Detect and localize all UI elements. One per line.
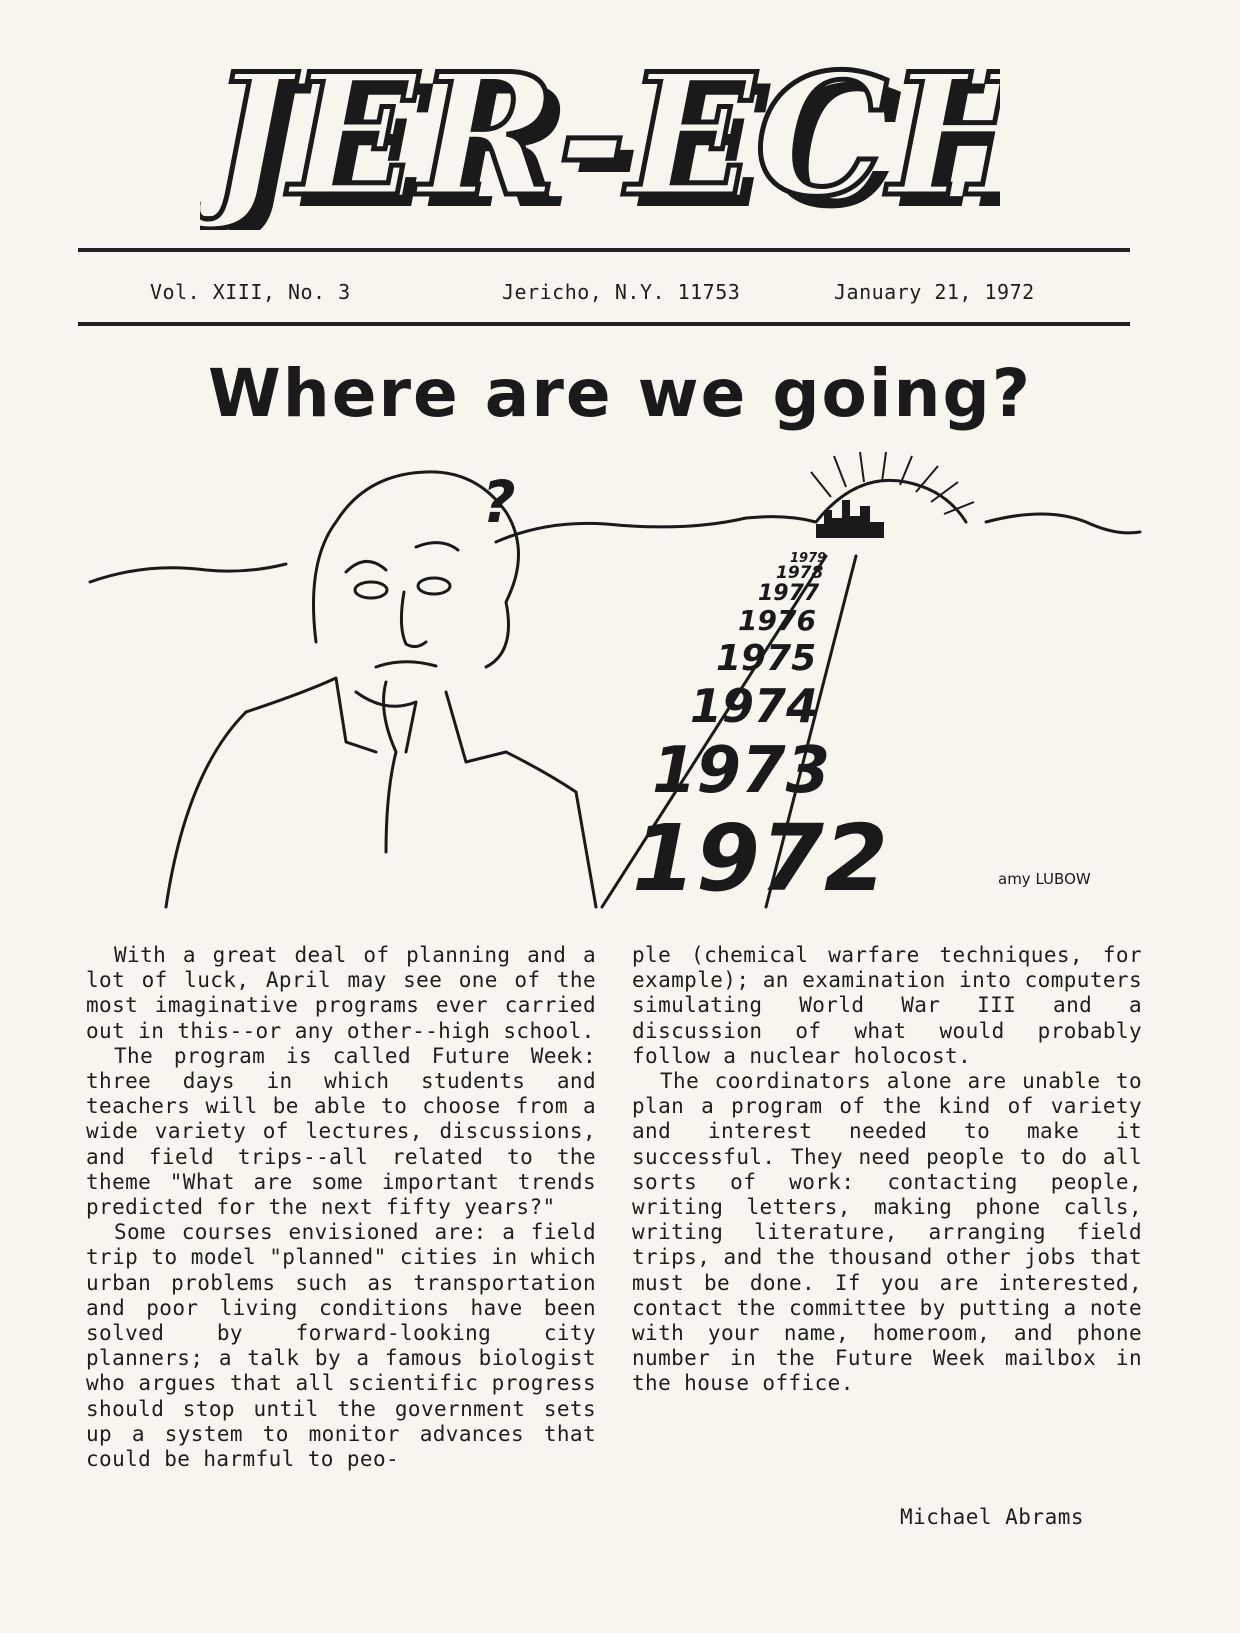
road-year: 1979: [790, 551, 827, 566]
road-year: 1973: [652, 734, 831, 808]
article-paragraph: Some courses envisioned are: a field trip to model "planned" cities in which urban problems such as transportation and poor living conditions have been solved by forward-looking city planners; a talk by a famous biologist who argues that all scientific progress should stop until the government sets up a system to monitor advances that could be harmful to peo-: [86, 1220, 596, 1472]
mouth: [376, 662, 436, 667]
horizon-left: [90, 564, 286, 582]
road-year: 1977: [758, 581, 820, 606]
brows: [346, 543, 458, 572]
road-year: 1978: [776, 563, 824, 583]
sun-rays: [811, 452, 974, 514]
illustration-drawing: [86, 452, 1144, 912]
nose: [401, 592, 426, 647]
author-byline: Michael Abrams: [900, 1505, 1085, 1529]
road-year: 1976: [738, 604, 816, 637]
left-shoulder: [166, 712, 246, 907]
question-mark-icon: ?: [482, 468, 516, 536]
bottom-rule: [78, 322, 1130, 326]
road-year: 1972: [632, 805, 889, 912]
left-eye: [355, 582, 387, 598]
top-rule: [78, 248, 1130, 252]
artist-signature: amy LUBOW: [998, 870, 1091, 888]
sun-arc: [816, 480, 966, 522]
article-paragraph: The coordinators alone are unable to plan a program of the kind of variety and interest needed to make it successful. They need people to do all sorts of work: contacting people, writing letters, making phone calls, writing literature, arranging field trips, and the thousand other jobs that must be done. If you are interested, contact the committee by putting a note with your name, homeroom, and phone number in the Future Week mailbox in the house office.: [632, 1069, 1142, 1396]
article-paragraph: ple (chemical warfare techniques, for example); an examination into computers simulating World War III and a discussion of what would probably follow a nuclear holocost.: [632, 943, 1142, 1068]
article-column-left: [86, 943, 596, 1472]
masthead-logo-art: [200, 30, 1000, 230]
front-illustration: [86, 452, 1144, 912]
horizon-right: [986, 514, 1140, 533]
city-skyline: [816, 500, 884, 538]
road-year: 1974: [690, 679, 819, 733]
masthead-logo: [200, 30, 1000, 230]
article-paragraph: With a great deal of planning and a lot of luck, April may see one of the most imaginative programs ever carried out in this--or any other--high school.: [86, 943, 596, 1043]
issue-location: Jericho, N.Y. 11753: [502, 280, 741, 304]
collar-shoulders: [246, 678, 596, 907]
masthead-shadow: JER-EC: [224, 48, 903, 230]
road-year: 1975: [716, 638, 817, 679]
issue-info-bar: [78, 272, 1130, 308]
issue-volume: Vol. XIII, No. 3: [150, 280, 351, 304]
issue-date: January 21, 1972: [834, 280, 1035, 304]
article-column-right: [632, 943, 1142, 1397]
right-eye: [418, 578, 450, 594]
masthead-title: JER-EC: [210, 36, 889, 230]
page-headline: Where are we going?: [207, 355, 1033, 432]
article-paragraph: The program is called Future Week: three days in which students and teachers will be able to choose from a wide variety of lectures, discussions, and field trips--all related to the theme "What are some important trends predicted for the next fifty years?": [86, 1043, 596, 1220]
horizon-middle: [496, 517, 816, 542]
